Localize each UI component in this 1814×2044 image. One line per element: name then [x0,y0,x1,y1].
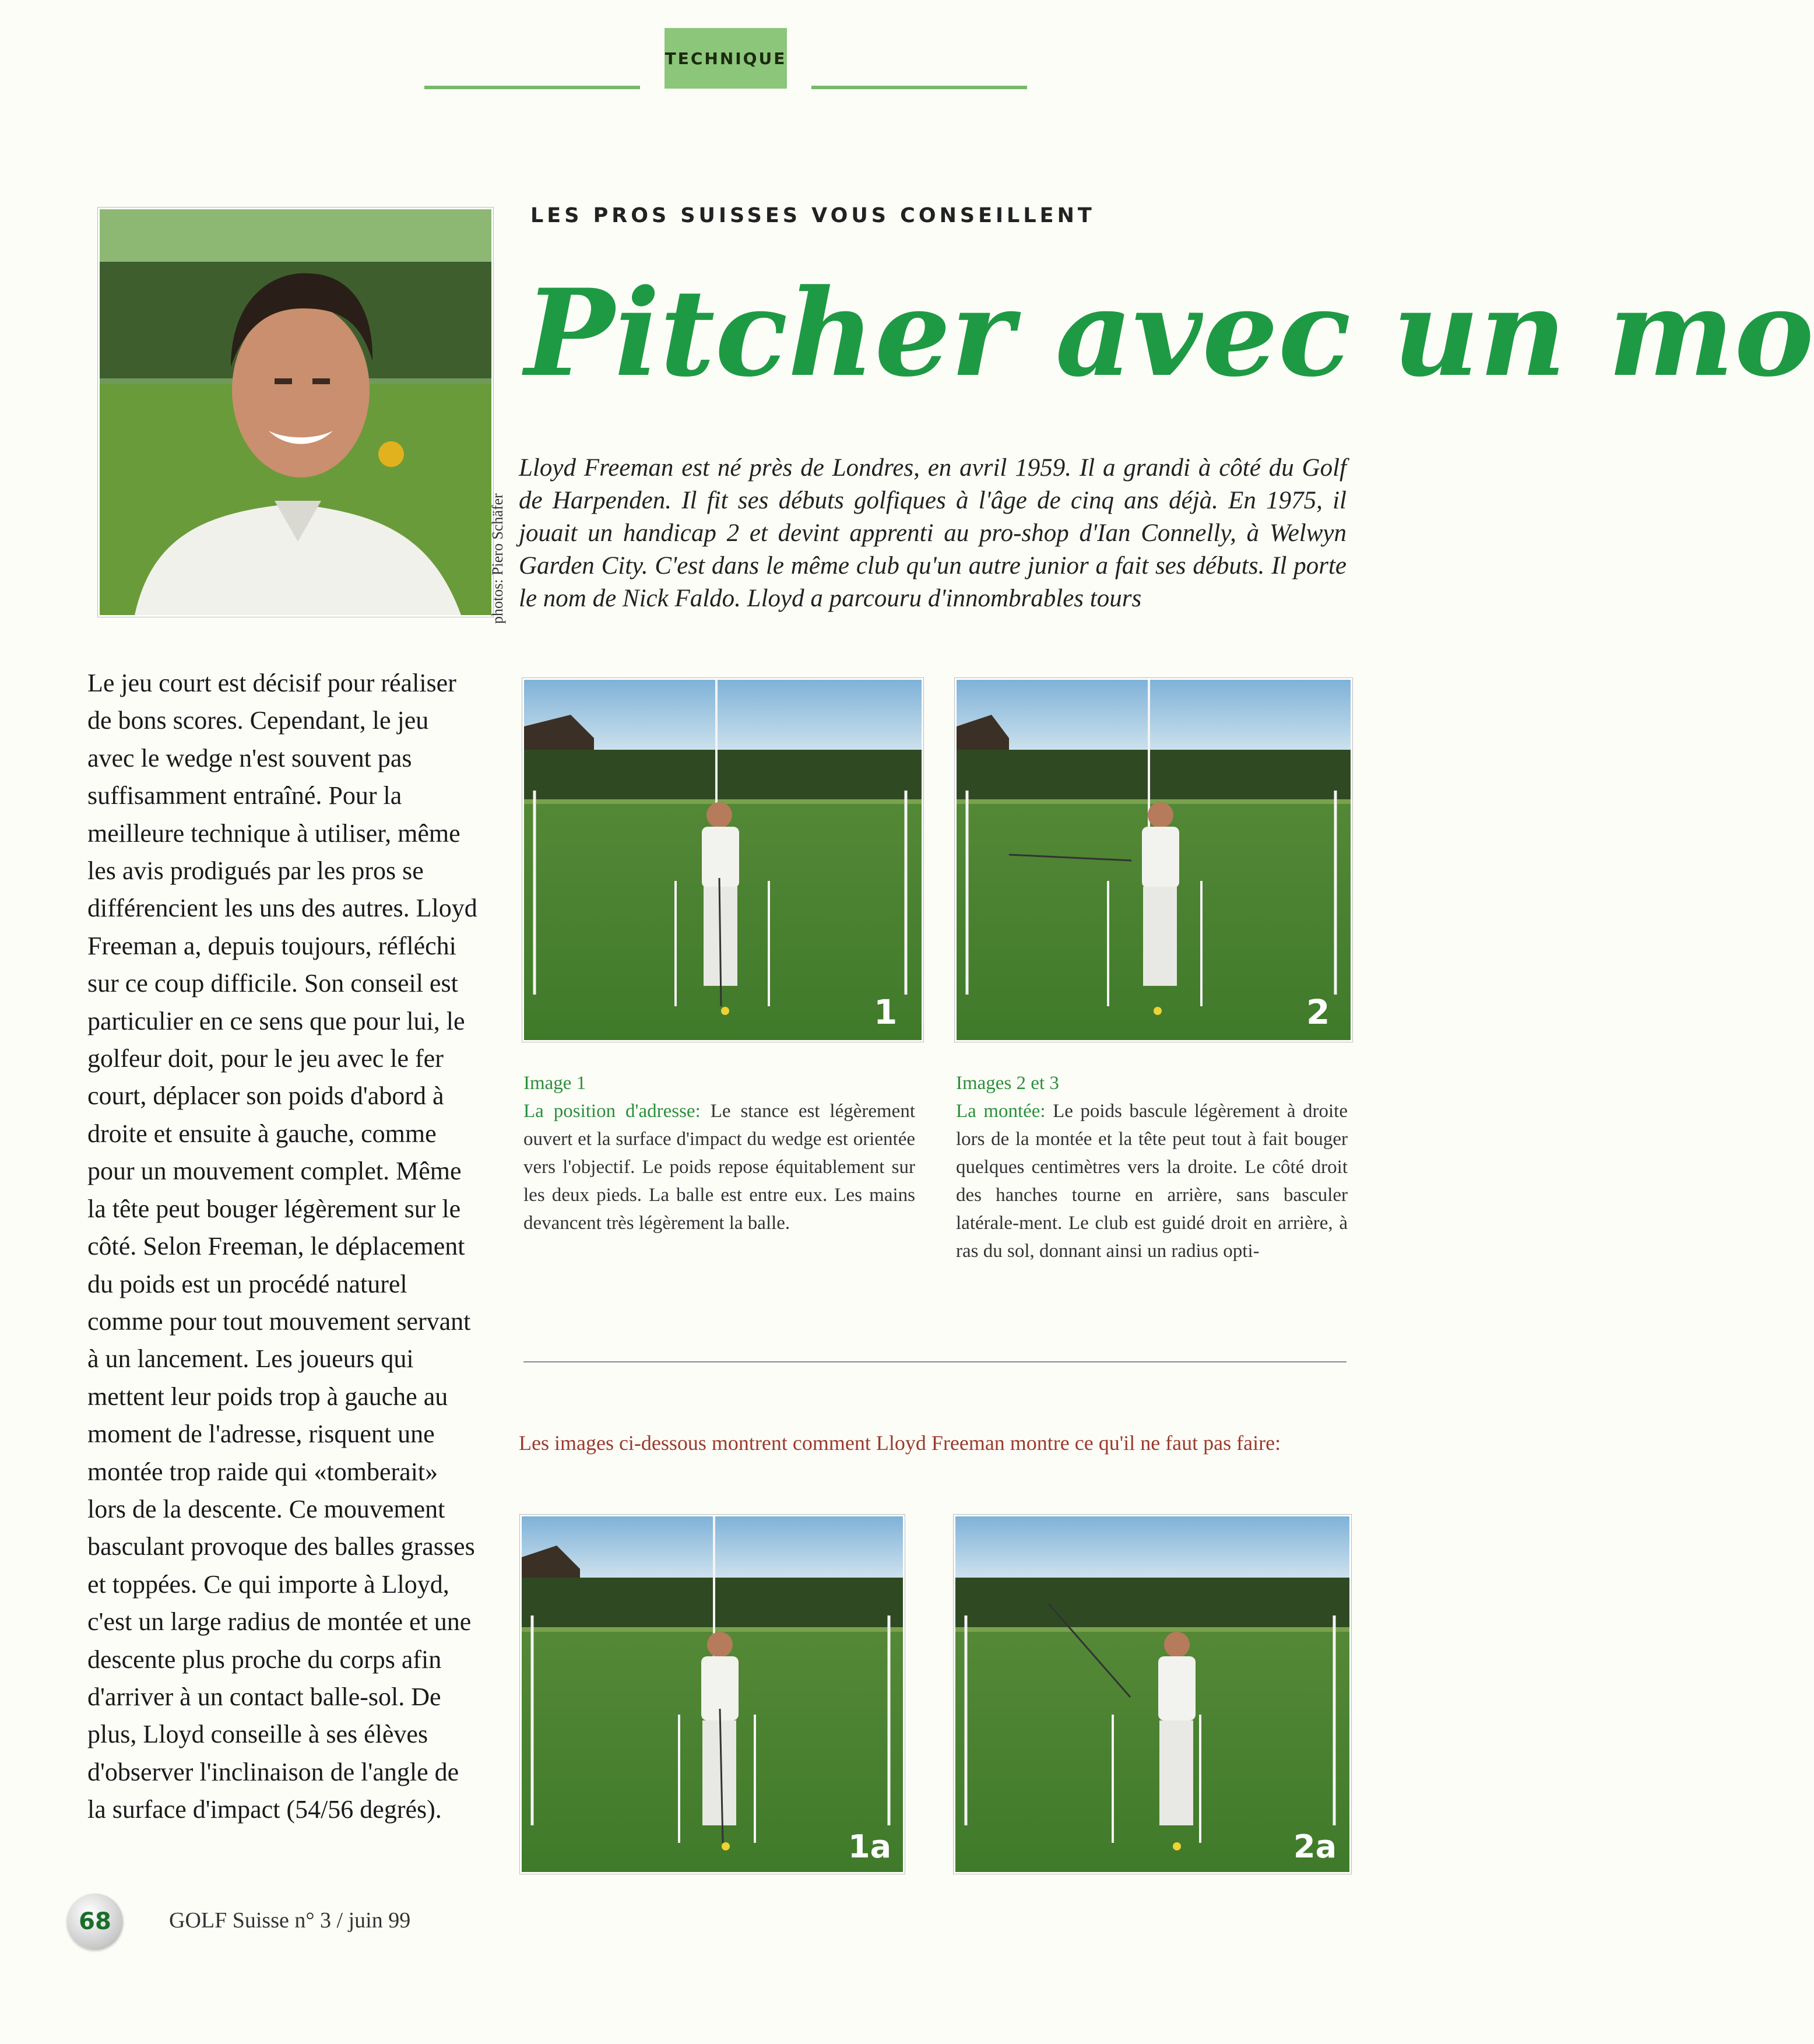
caption-2-title: Images 2 et 3 [956,1073,1059,1094]
photo-2-label: 2 [1306,992,1330,1032]
article-title: Pitcher avec un mo [525,264,1814,403]
caption-2 [956,1069,1348,1265]
caption-1 [523,1069,915,1237]
intro-paragraph: Lloyd Freeman est né près de Londres, en avril 1959. Il a grandi à côté du Golf de Harpenden. Il fit ses débuts golfiques à l'âge de cinq ans déjà. En 1975, il jouait un handicap 2 et devint apprenti au pro-shop d'Ian Connelly, à Welwyn Garden City. C'est dans le même club qu'un autre junior a fait ses débuts. Il porte le nom de Nick Faldo. Lloyd a parcouru d'innombrables tours [519,454,1347,612]
caption-1-title: Image 1 [523,1073,586,1094]
photo-2 [955,678,1352,1042]
photo-2a [954,1515,1351,1874]
photo-1a-label: 1a [848,1828,892,1865]
section-rule-right [811,86,1027,89]
note-line: Les images ci-dessous montrent comment Lloyd Freeman montre ce qu'il ne faut pas faire: [519,1431,1281,1455]
footer-magazine: GOLF Suisse n° 3 / juin 99 [169,1908,411,1933]
body-paragraph: Le jeu court est décisif pour réaliser de bons scores. Cependant, le jeu avec le wedge n'est souvent pas suffisamment entraîné. Pour la meilleure technique à utiliser, même les avis prodigués par les pros se différencient les uns des autres. Lloyd Freeman a, depuis toujours, réfléchi sur ce coup difficile. Son conseil est particulier en ce sens que pour lui, le golfeur doit, pour le jeu avec le fer court, déplacer son poids d'abord à droite et ensuite à gauche, comme pour un mouvement complet. Même la tête peut bouger légèrement sur le côté. Selon Freeman, le déplacement du poids est un procédé naturel comme pour tout mouvement servant à un lancement. Les joueurs qui mettent leur poids trop à gauche au moment de l'adresse, risquent une montée trop raide qui «tomberait» lors de la descente. Ce mouvement basculant provoque des balles grasses et toppées. Ce qui importe à Lloyd, c'est un large radius de montée et une descente plus proche du corps afin d'arriver à un contact balle-sol. De plus, Lloyd conseille à ses élèves d'observer l'inclinaison de l'angle de la surface d'impact (54/56 degrés). [87,669,477,1824]
caption-1-heading: La position d'adresse: [523,1101,701,1122]
page-number: 68 [67,1894,123,1950]
caption-2-text: Le poids bascule légèrement à droite lors de la montée et la tête peut tout à fait bouger quelques centimètres vers la droite. Le côté droit des hanches tourne en arrière, sans basculer latérale-ment. Le club est guidé droit en arrière, à ras du sol, donnant ainsi un radius opti- [956,1101,1348,1262]
section-tag: TECHNIQUE [665,28,787,89]
kicker: LES PROS SUISSES VOUS CONSEILLENT [530,204,1095,227]
photo-credit: photos: Piero Schäfer [489,493,506,624]
photo-2a-label: 2a [1293,1828,1337,1865]
caption-1-text: Le stance est légèrement ouvert et la surface d'impact du wedge est orientée vers l'objectif. Le poids repose équitablement sur les deux pieds. La balle est entre eux. Les mains devancent très légèrement la balle. [523,1101,916,1234]
photo-1a [520,1515,905,1874]
caption-2-heading: La montée: [956,1101,1046,1122]
photo-1 [522,678,923,1042]
section-divider [523,1361,1347,1362]
photo-1-label: 1 [874,992,898,1032]
section-rule-left [424,86,640,89]
portrait-photo [98,208,493,617]
